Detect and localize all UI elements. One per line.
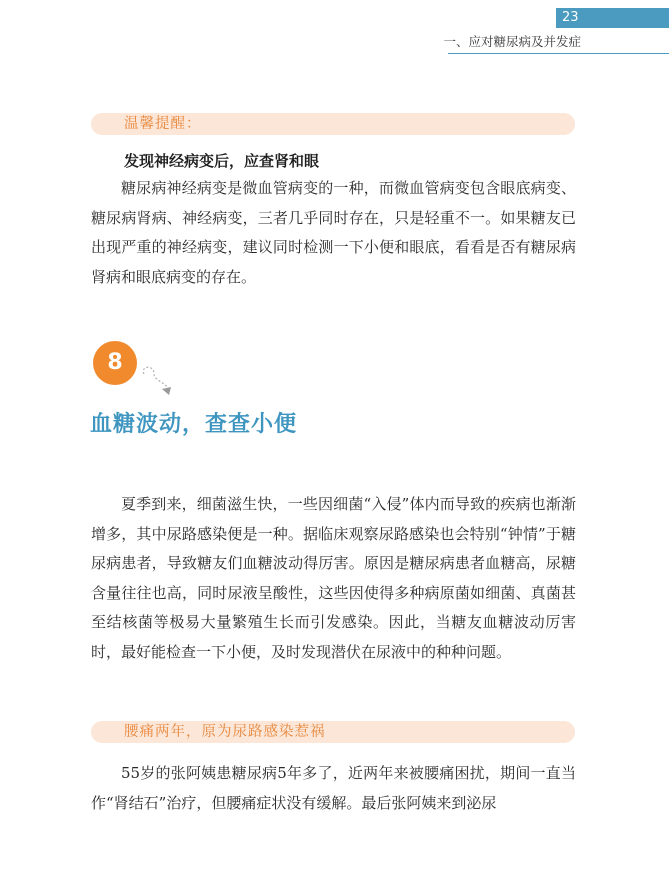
running-header: 一、应对糖尿病及并发症 — [443, 34, 581, 49]
section-title: 血糖波动，查查小便 — [90, 412, 298, 437]
header-divider — [448, 53, 669, 54]
section-number: 8 — [107, 350, 123, 375]
page-number-tab — [556, 8, 669, 28]
tip-paragraph: 糖尿病神经病变是微血管病变的一种，而微血管病变包含眼底病变、糖尿病肾病、神经病变，三者几乎同时存在，只是轻重不一。如果糖友已出现严重的神经病变，建议同时检测一下小便和眼底，看看是否有糖尿病肾病和眼底病变的存在。 — [91, 179, 576, 286]
tip-label-bar — [91, 113, 575, 135]
page-number: 23 — [562, 10, 579, 25]
case-heading-bar — [91, 721, 575, 743]
section-paragraph: 夏季到来，细菌滋生快，一些因细菌“入侵”体内而导致的疾病也渐渐增多，其中尿路感染便是一种。据临床观察尿路感染也会特别“钟情”于糖尿病患者，导致糖友们血糖波动得厉害。原因是糖尿病患者血糖高，尿糖含量往往也高，同时尿液呈酸性，这些因使得多种病原菌如细菌、真菌甚至结核菌等极易大量繁殖生长而引发感染。因此，当糖友血糖波动厉害时，最好能检查一下小便，及时发现潜伏在尿液中的种种问题。 — [91, 495, 576, 661]
curved-arrow-icon — [138, 364, 178, 398]
tip-label: 温馨提醒： — [124, 116, 202, 132]
case-paragraph: 55岁的张阿姨患糖尿病5年多了，近两年来被腰痛困扰，期间一直当作“肾结石”治疗，但腰痛症状没有缓解。最后张阿姨来到泌尿 — [91, 764, 576, 812]
section-number-badge — [93, 341, 137, 385]
tip-heading: 发现神经病变后，应查肾和眼 — [124, 152, 320, 170]
case-heading: 腰痛两年，原为尿路感染惹祸 — [124, 724, 326, 740]
